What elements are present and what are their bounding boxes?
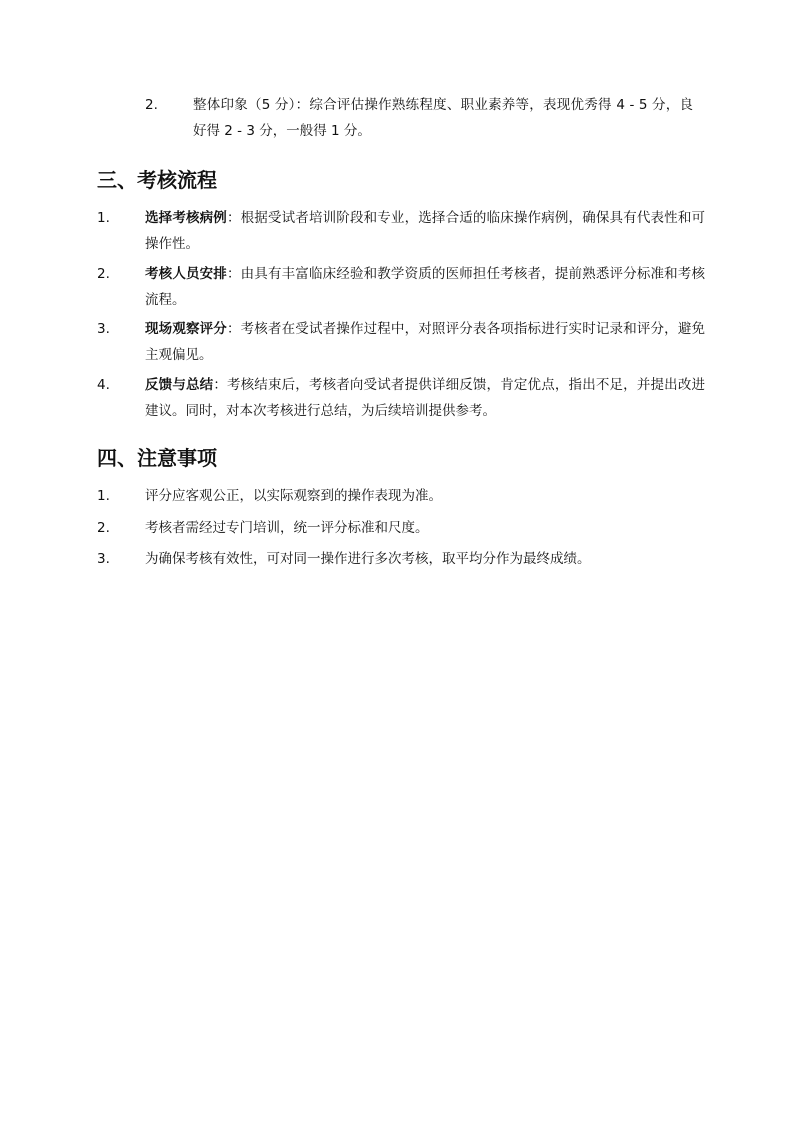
- list-item-label: 选择考核病例: [145, 210, 227, 226]
- list-item-body: 评分应客观公正，以实际观察到的操作表现为准。: [145, 488, 442, 504]
- list-item-label: 反馈与总结: [145, 377, 214, 393]
- list-item-number: 1.: [97, 488, 110, 504]
- section-heading-process: 三、考核流程: [97, 168, 217, 192]
- list-item-label: 现场观察评分: [145, 321, 227, 337]
- list-item-body: ：考核者在受试者操作过程中，对照评分表各项指标进行实时记录和评分，避免主观偏见。: [145, 321, 706, 363]
- list-item-number: 4.: [97, 377, 110, 393]
- list-item-number: 3.: [97, 321, 110, 337]
- list-item-body: ：由具有丰富临床经验和教学资质的医师担任考核者，提前熟悉评分标准和考核流程。: [145, 266, 706, 308]
- list-item-number: 2.: [145, 97, 158, 113]
- list-item-body: 考核者需经过专门培训，统一评分标准和尺度。: [145, 520, 429, 536]
- list-item-body: ：根据受试者培训阶段和专业，选择合适的临床操作病例，确保具有代表性和可操作性。: [145, 210, 706, 252]
- list-item-text: [145, 316, 705, 368]
- section-heading-notes: 四、注意事项: [97, 446, 217, 470]
- list-item-body: 整体印象（5 分）：综合评估操作熟练程度、职业素养等，表现优秀得 4 - 5 分，良好得 2 - 3 分，一般得 1 分。: [193, 97, 693, 139]
- list-item-text: [145, 483, 705, 509]
- list-item-text: [145, 515, 705, 541]
- list-item-number: 1.: [97, 210, 110, 226]
- list-item-number: 2.: [97, 266, 110, 282]
- list-item-number: 2.: [97, 520, 110, 536]
- list-item-text: [145, 546, 705, 572]
- list-item-body: ：考核结束后，考核者向受试者提供详细反馈，肯定优点，指出不足，并提出改进建议。同时，对本次考核进行总结，为后续培训提供参考。: [145, 377, 705, 419]
- list-item-text: [145, 261, 705, 313]
- list-item-text: [145, 372, 705, 424]
- list-item-text: [145, 205, 705, 257]
- list-item-body: 为确保考核有效性，可对同一操作进行多次考核，取平均分作为最终成绩。: [145, 551, 591, 567]
- list-item-text: [193, 92, 693, 144]
- list-item-number: 3.: [97, 551, 110, 567]
- list-item-label: 考核人员安排: [145, 266, 227, 282]
